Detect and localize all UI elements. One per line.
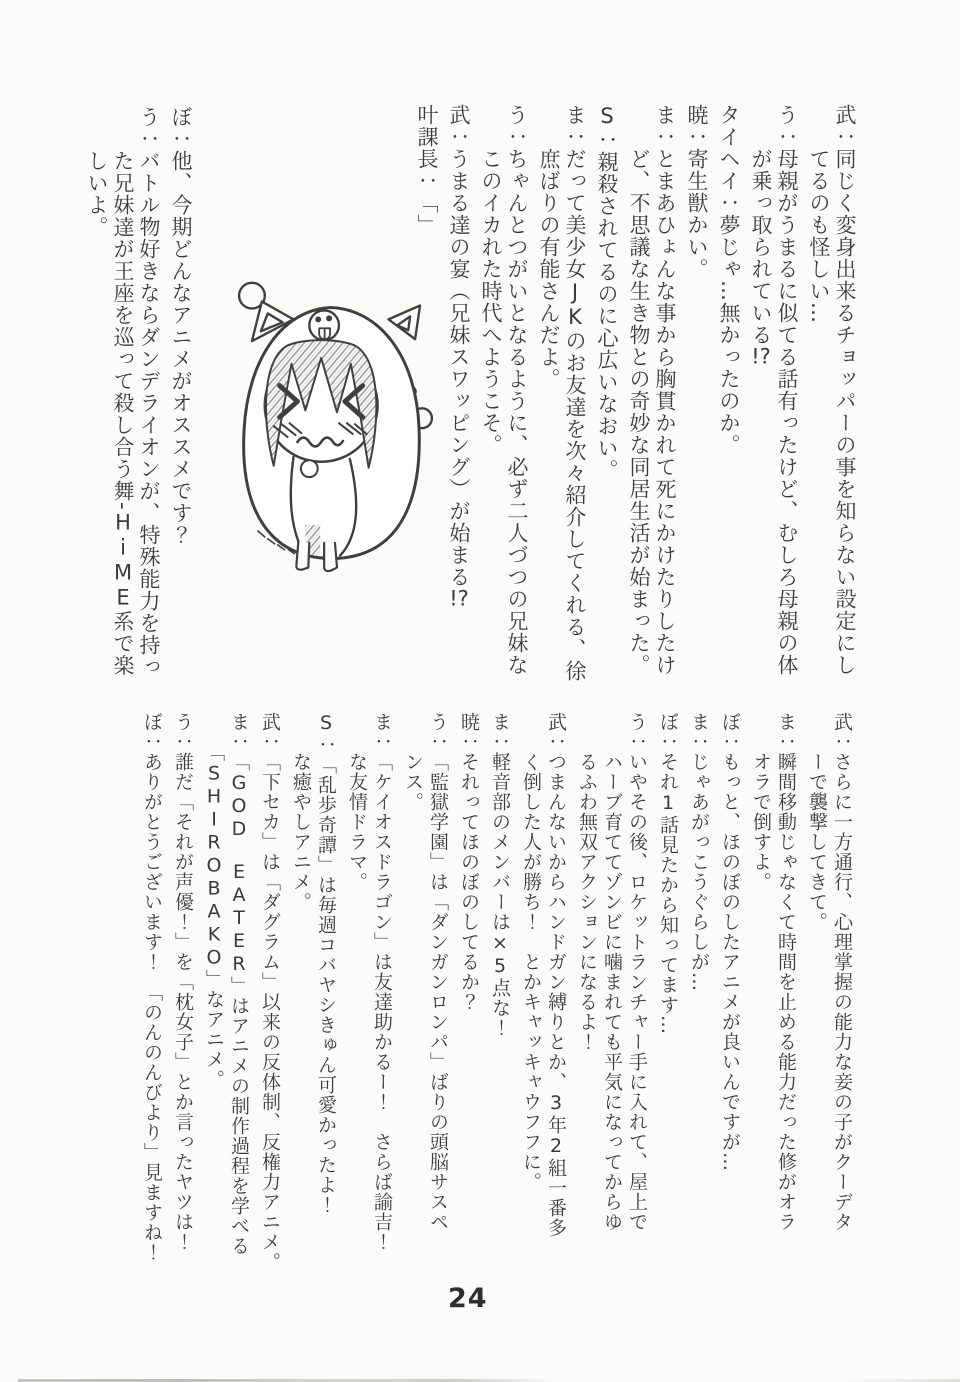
text-line: ハーブ育ててゾンビに噛まれても平気になってからゆ bbox=[601, 712, 623, 1232]
text-line: ま：だって美少女JKのお友達を次々紹介してくれる、徐 bbox=[563, 104, 587, 682]
text-line: ま：じゃあがっこうぐらしが… bbox=[688, 712, 710, 992]
text-line: ま：とまあひょんな事から胸貫かれて死にかけたりしたけ bbox=[653, 104, 677, 676]
text-line: 叶課長：「」 bbox=[415, 104, 439, 236]
text-line: な友情ドラマ。 bbox=[346, 712, 368, 892]
text-line: 武：さらに一方通行、心理掌握の能力な妾の子がクーデタ bbox=[831, 712, 853, 1232]
text-line: ぼ：もっと、ほのぼのしたアニメが良いんですが… bbox=[719, 712, 741, 1172]
text-line: 武：うまる達の宴（兄妹スワッピング）が始まる!? bbox=[447, 104, 471, 609]
dialogue-block-bottom bbox=[139, 712, 854, 1312]
text-line: オラで倒すよ。 bbox=[750, 712, 772, 892]
text-line: このイカれた時代へようこそ。 bbox=[479, 104, 503, 456]
text-line: な癒やしアニメ。 bbox=[290, 712, 312, 912]
text-line: しいよ。 bbox=[85, 106, 109, 238]
text-line: ぼ：ありがとうございます！ 「のんのんびより」見ますね！ bbox=[141, 712, 163, 1263]
text-line: が乗っ取られている!? bbox=[749, 104, 773, 367]
text-line: S：親殺されてるのに心広いなおい。 bbox=[595, 104, 619, 481]
text-line: う：バトル物好きならダンデライオンが、特殊能力を持っ bbox=[137, 106, 161, 678]
text-line: う：「監獄学園」は「ダンガンロンパ」ばりの頭脳サスペ bbox=[427, 712, 449, 1232]
text-line: 武：「下セカ」は「ダグラム」以来の反体制、反権力アニメ。 bbox=[259, 712, 281, 1272]
text-line: ーで襲撃してきて。 bbox=[806, 712, 828, 932]
page-number: 24 bbox=[448, 1283, 488, 1314]
text-line: 庶ばりの有能さんだよ。 bbox=[537, 104, 561, 390]
text-line: ま：「ケイオスドラゴン」は友達助かるー！ さらば諭吉！ bbox=[371, 712, 393, 1252]
text-line: ど、不思議な生き物との奇妙な同居生活が始まった。 bbox=[627, 104, 651, 676]
text-line: てるのも怪しい… bbox=[807, 104, 831, 324]
text-line: るふわ無双アクションになるよ！ bbox=[576, 712, 598, 1052]
text-line: 武：同じく変身出来るチョッパーの事を知らない設定にし bbox=[833, 104, 857, 676]
text-line: た兄妹達が王座を巡って殺し合う舞-HiME系で楽 bbox=[111, 106, 135, 677]
text-line: ンス。 bbox=[402, 712, 424, 812]
text-line: う：いやその後、ロケットランチャー手に入れて、屋上で bbox=[626, 712, 648, 1232]
umaru-hamster-illustration bbox=[192, 262, 480, 618]
text-line: う：母親がうまるに似てる話有ったけど、むしろ母親の体 bbox=[775, 104, 799, 676]
text-line: 「SHIROBAKO」なアニメ。 bbox=[203, 712, 225, 1090]
text-line: S：「乱歩奇譚」は毎週コバヤシきゅん可愛かったよ！ bbox=[315, 712, 337, 1215]
text-line: 暁：寄生獣かい。 bbox=[685, 104, 709, 280]
dialogue-block-top-right bbox=[414, 104, 858, 704]
dialogue-block-top-left bbox=[84, 106, 194, 712]
text-line: ぼ：それ1話見たから知ってます… bbox=[657, 712, 679, 1035]
text-line: タイヘイ：夢じゃ…無かったのか。 bbox=[717, 104, 741, 456]
text-line: ま：瞬間移動じゃなくて時間を止める能力だった修がオラ bbox=[775, 712, 797, 1232]
text-line: ぼ：他、今期どんなアニメがオススメです？ bbox=[169, 106, 193, 546]
text-line: う：ちゃんとつがいとなるように、必ず二人づつの兄妹な bbox=[505, 104, 529, 676]
text-line: う：誰だ「それが声優！」を「枕女子」とか言ったヤツは！ bbox=[172, 712, 194, 1252]
text-line: く倒した人が勝ち！ とかキャッキャウフフに。 bbox=[520, 712, 542, 1192]
text-line: 暁：それってほのぼのしてるか？ bbox=[458, 712, 480, 1012]
text-line: ま：「GOD EATER」はアニメの制作過程を学べる bbox=[228, 712, 250, 1256]
text-line: ま：軽音部のメンバーは×5点な！ bbox=[489, 712, 511, 1038]
text-line: 武：つまんないからハンドガン縛りとか、3年2組一番多 bbox=[545, 712, 567, 1238]
